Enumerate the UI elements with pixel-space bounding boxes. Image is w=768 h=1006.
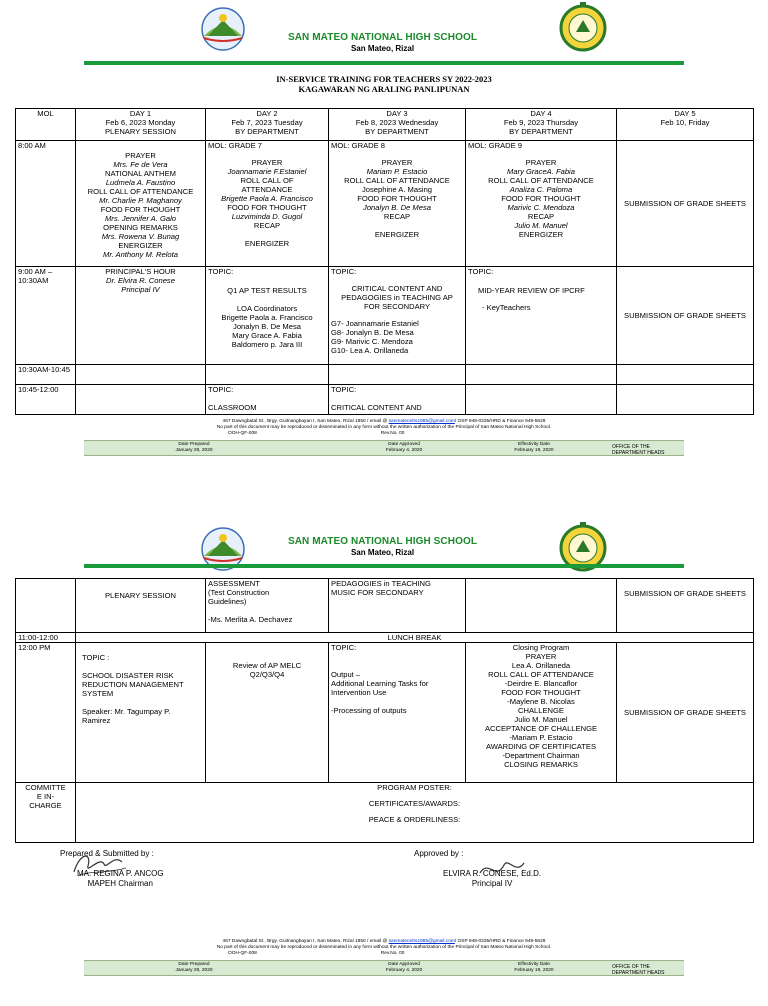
list-item	[82, 698, 203, 707]
list-item: TOPIC :	[82, 653, 110, 662]
day1-cell	[76, 141, 206, 267]
committee-items: PROGRAM POSTER: CERTIFICATES/AWARDS: PEACE & ORDERLINESS:	[76, 783, 754, 843]
list-item: PRAYER	[381, 158, 413, 167]
day4-cell	[466, 643, 617, 783]
list-item: ENERGIZER	[244, 239, 290, 248]
day2-cell: MOL: GRADE 7 PRAYER Joannamarie F.Estaniel ROLL CALL OF ATTENDANCE Brigette Paola A. Francisco FOOD FOR THOUGHT Luzviminda D. Gugol RECAP ENERGIZER	[206, 141, 329, 267]
time-cell: 8:00 AM	[16, 141, 76, 267]
email-link[interactable]: sanmateonhs1985@gmail.com	[388, 939, 455, 944]
list-item: Ludmela A. Faustino	[105, 178, 176, 187]
list-item: ENERGIZER	[374, 230, 420, 239]
table-row	[16, 633, 754, 643]
list-item: FOOD FOR THOUGHT	[357, 194, 437, 203]
day1-cell: PLENARY SESSION	[76, 579, 206, 633]
day5-cell: SUBMISSION OF GRADE SHEETS	[617, 579, 754, 633]
col-head-mol: MOL	[16, 109, 76, 141]
list-item	[208, 230, 326, 239]
list-item: ENERGIZER	[518, 230, 564, 239]
list-item: CRITICAL CONTENT AND	[351, 284, 443, 293]
list-item: -Department Chairman	[502, 751, 580, 760]
school-header	[0, 520, 768, 570]
list-item: ATTENDANCE	[241, 185, 293, 194]
schedule-table	[15, 578, 754, 843]
list-item: LOA Coordinators	[236, 304, 298, 313]
title-line-1: IN-SERVICE TRAINING FOR TEACHERS SY 2022-2023	[276, 74, 492, 84]
list-item: PEDAGOGIES in TEACHING AP	[341, 293, 453, 302]
list-item: REDUCTION MANAGEMENT	[82, 680, 184, 689]
list-item: RECAP	[253, 221, 281, 230]
list-item: Marivic C. Mendoza	[507, 203, 575, 212]
list-item: Julio M. Manuel	[514, 715, 568, 724]
list-item: ASSESSMENT	[208, 579, 260, 588]
footer-address: 467 Dawngbatal St., Brgy. Guitnangbayan I, San Mateo, Rizal 1850 / email @ sanmateonhs1985@gmail.com/ OSP 948-0335/HRD & Finance 948-5629 No part of this document may be reproduced or disseminated in any form without the written authorization of the Principal of San Mateo National High School. OOH-QF-008 Rev.No. 00	[216, 939, 552, 956]
list-item: FOOD FOR THOUGHT	[100, 205, 181, 214]
day3-cell: TOPIC: CRITICAL CONTENT AND	[329, 385, 466, 415]
list-item: ROLL CALL OF ATTENDANCE	[488, 176, 594, 185]
list-item: ACCEPTANCE OF CHALLENGE	[484, 724, 598, 733]
committee-row	[16, 783, 754, 843]
day5-cell: SUBMISSION OF GRADE SHEETS	[617, 141, 754, 267]
list-item: FOOD FOR THOUGHT	[501, 194, 581, 203]
header-divider	[84, 61, 684, 65]
time-cell: 12:00 PM	[16, 643, 76, 783]
footer-address: 467 Dawngbatal St., Brgy. Guitnangbayan I, San Mateo, Rizal 1850 / email @ sanmateonhs1985@gmail.com/ OSP 948-0335/HRD & Finance 948-5629 No part of this document may be reproduced or disseminated in any form without the written authorization of the Principal of San Mateo National High School. OOH-QF-008 Rev.No. 00	[216, 419, 552, 436]
list-item: PRAYER	[525, 158, 557, 167]
header-divider	[84, 564, 684, 568]
list-item: -Maylene B. Nicolas	[507, 697, 575, 706]
school-header	[0, 0, 768, 53]
time-cell: 10:45-12:00	[16, 385, 76, 415]
table-row	[16, 141, 754, 267]
school-seal-icon	[198, 6, 248, 52]
list-item	[331, 221, 463, 230]
list-item: FOOD FOR THOUGHT	[501, 688, 581, 697]
day2-cell	[206, 643, 329, 783]
list-item: -Mariam P. Estacio	[509, 733, 573, 742]
list-item: Julio M. Manuel	[514, 221, 568, 230]
col-head-day2: DAY 2 Feb 7, 2023 Tuesday BY DEPARTMENT	[206, 109, 329, 141]
committee-label: COMMITTE E IN- CHARGE	[16, 783, 76, 843]
page-gap	[0, 470, 768, 520]
day1-cell	[76, 643, 206, 783]
list-item: PRAYER	[125, 151, 156, 160]
day3-cell: MOL: GRADE 8 PRAYER Mariam P. Estacio ROLL CALL OF ATTENDANCE Josephine A. Masing FOOD FOR THOUGHT Jonalyn B. De Mesa RECAP ENERGIZER	[329, 141, 466, 267]
list-item: Baldomero p. Jara III	[231, 340, 303, 349]
prepared-by-block: Prepared & Submitted by :	[60, 849, 154, 858]
list-item: Mary Grace A. Fabia	[232, 331, 302, 340]
list-item: Additional Learning Tasks for	[331, 679, 429, 688]
list-item: ROLL CALL OF	[240, 176, 294, 185]
list-item: Guidelines)	[208, 597, 247, 606]
list-item: -Processing of outputs	[331, 706, 407, 715]
time-cell: 9:00 AM – 10:30AM	[16, 267, 76, 365]
list-item	[331, 697, 463, 706]
list-item: Josephine A. Masing	[361, 185, 433, 194]
day4-cell: TOPIC: MID-YEAR REVIEW OF IPCRF - KeyTeachers	[466, 267, 617, 365]
day2-cell	[206, 579, 329, 633]
list-item: Jonalyn B. De Mesa	[363, 203, 431, 212]
title-line-2: KAGAWARAN NG ARALING PANLIPUNAN	[298, 84, 470, 94]
day5-cell: SUBMISSION OF GRADE SHEETS	[617, 643, 754, 783]
school-name: SAN MATEO NATIONAL HIGH SCHOOL	[287, 32, 478, 43]
list-item: FOR SECONDARY	[363, 302, 431, 311]
col-head-day3: DAY 3 Feb 8, 2023 Wednesday BY DEPARTMENT	[329, 109, 466, 141]
list-item: NATIONAL ANTHEM	[105, 169, 176, 178]
list-item: FOOD FOR THOUGHT	[227, 203, 307, 212]
list-item: OPENING REMARKS	[103, 223, 178, 232]
col-head-day5: DAY 5 Feb 10, Friday	[617, 109, 754, 141]
list-item: ENERGIZER	[118, 241, 163, 250]
list-item: Intervention Use	[331, 688, 387, 697]
day5-cell: SUBMISSION OF GRADE SHEETS	[617, 267, 754, 365]
time-cell: 11:00-12:00	[16, 633, 76, 643]
footer-bar: Date Prepared January 29, 2020 Date Approved February 4, 2020 Effectivity Date February 19, 2020 OFFICE OF THE DEPARTMENT HEADS	[84, 960, 684, 976]
list-item: Output –	[331, 670, 361, 679]
list-item: Mariam P. Estacio	[366, 167, 428, 176]
list-item: G8- Jonalyn B. De Mesa	[331, 328, 414, 337]
list-item: Jonalyn B. De Mesa	[233, 322, 301, 331]
list-item: Review of AP MELC	[232, 661, 302, 670]
col-head-day4: DAY 4 Feb 9, 2023 Thursday BY DEPARTMENT	[466, 109, 617, 141]
day2-cell: TOPIC: Q1 AP TEST RESULTS LOA Coordinators Brigette Paola a. Francisco Jonalyn B. De Mesa Mary Grace A. Fabia Baldomero p. Jara III	[206, 267, 329, 365]
document-page-2	[0, 520, 768, 1006]
list-item: Mrs. Fe de Vera	[113, 160, 168, 169]
list-item: (Test Construction	[208, 588, 270, 597]
footer-bar: Date Prepared January 29, 2020 Date Approved February 4, 2020 Effectivity Date February 19, 2020 OFFICE OF THE DEPARTMENT HEADS	[84, 440, 684, 456]
school-name: SAN MATEO NATIONAL HIGH SCHOOL	[287, 536, 478, 547]
list-item: ROLL CALL OF ATTENDANCE	[344, 176, 450, 185]
day4-cell: MOL: GRADE 9 PRAYER Mary GraceA. Fabia ROLL CALL OF ATTENDANCE Analiza C. Paloma FOOD FOR THOUGHT Marivic C. Mendoza RECAP Julio M. Manuel ENERGIZER	[466, 141, 617, 267]
email-link[interactable]: sanmateonhs1985@gmail.com	[388, 419, 455, 424]
list-item: ROLL CALL OF ATTENDANCE	[87, 187, 194, 196]
approved-by-block: Approved by :	[414, 849, 464, 858]
list-item: CLOSING REMARKS	[504, 760, 578, 769]
list-item: Speaker: Mr. Tagumpay P.	[82, 707, 171, 716]
document-page-1	[0, 0, 768, 470]
list-item: CHALLENGE	[517, 706, 564, 715]
list-item: SYSTEM	[82, 689, 114, 698]
prepared-by-signatory: MA. REGINA P. ANCOG MAPEH Chairman	[77, 869, 164, 888]
list-item: Luzviminda D. Gugol	[231, 212, 303, 221]
list-item: Brigette Paola A. Francisco	[221, 194, 313, 203]
list-item: PRAYER	[251, 158, 283, 167]
col-head-day1: DAY 1 Feb 6, 2023 Monday PLENARY SESSION	[76, 109, 206, 141]
list-item: Analiza C. Paloma	[509, 185, 573, 194]
school-emblem-icon	[558, 0, 608, 52]
list-item: Mr. Anthony M. Relota	[103, 250, 178, 259]
list-item: Closing Program	[512, 643, 570, 652]
table-row	[16, 267, 754, 365]
approved-by-signatory: ELVIRA R. CONESE, Ed.D. Principal IV	[443, 869, 542, 888]
list-item: Ramirez	[82, 716, 111, 725]
school-address: San Mateo, Rizal	[350, 548, 415, 557]
list-item: G10- Lea A. Orillaneda	[331, 346, 409, 355]
table-row	[16, 385, 754, 415]
list-item: PEDAGOGIES in TEACHING	[331, 579, 431, 588]
list-item: ROLL CALL OF ATTENDANCE	[488, 670, 594, 679]
list-item: G7- Joannamarie Estaniel	[331, 319, 419, 328]
day3-cell: TOPIC: Output – Additional Learning Tasks for Intervention Use -Processing of outputs	[329, 643, 466, 783]
list-item: G9- Marivic C. Mendoza	[331, 337, 413, 346]
list-item: Mary GraceA. Fabia	[507, 167, 575, 176]
list-item	[82, 662, 203, 671]
day3-cell: TOPIC: CRITICAL CONTENT AND PEDAGOGIES in TEACHING AP FOR SECONDARY G7- Joannamarie Estaniel G8- Jonalyn B. De Mesa G9- Marivic C. Mendoza G10- Lea A. Orillaneda	[329, 267, 466, 365]
list-item: -Deirdre E. Blancaflor	[504, 679, 578, 688]
schedule-table	[15, 108, 754, 415]
table-row	[16, 365, 754, 385]
school-address: San Mateo, Rizal	[350, 44, 415, 53]
list-item: SCHOOL DISASTER RISK	[82, 671, 174, 680]
document-title	[0, 74, 768, 94]
day2-cell: TOPIC: CLASSROOM	[206, 385, 329, 415]
list-item: Brigette Paola a. Francisco	[221, 313, 313, 322]
day1-cell: PRINCIPAL'S HOUR Dr. Elvira R. Conese Principal IV	[76, 267, 206, 365]
list-item: Q2/Q3/Q4	[249, 670, 285, 679]
list-item: Lea A. Orillaneda	[511, 661, 571, 670]
list-item	[208, 295, 326, 304]
list-item: Mrs. Rowena V. Bunag	[101, 232, 180, 241]
list-item: MUSIC FOR SECONDARY	[331, 588, 424, 597]
list-item: -Ms. Merlita A. Dechavez	[208, 615, 293, 624]
day3-cell	[329, 579, 466, 633]
lunch-break: LUNCH BREAK	[76, 633, 754, 643]
list-item: Mr. Charlie P. Maghanoy	[99, 196, 182, 205]
table-row	[16, 643, 754, 783]
time-cell: 10:30AM-10:45	[16, 365, 76, 385]
table-row	[16, 579, 754, 633]
list-item: Joannamarie F.Estaniel	[227, 167, 307, 176]
list-item: PRAYER	[525, 652, 557, 661]
list-item	[208, 606, 326, 615]
list-item: RECAP	[383, 212, 411, 221]
list-item: Mrs. Jennifer A. Galo	[104, 214, 177, 223]
table-header-row	[16, 109, 754, 141]
list-item: RECAP	[527, 212, 555, 221]
list-item: Q1 AP TEST RESULTS	[227, 286, 307, 295]
list-item: AWARDING OF CERTIFICATES	[485, 742, 597, 751]
